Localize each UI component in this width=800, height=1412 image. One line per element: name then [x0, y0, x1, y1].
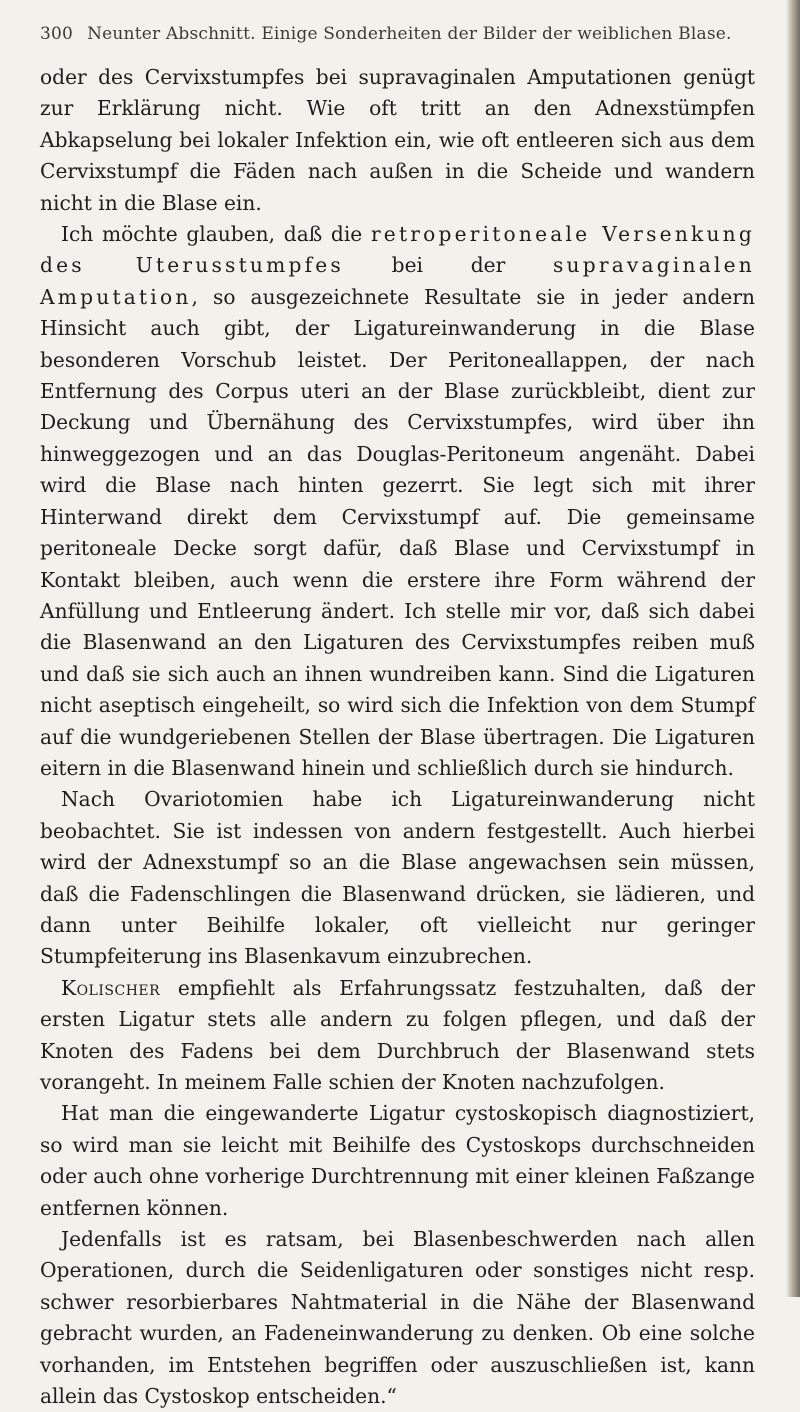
paragraph-2-part-b: bei der — [343, 253, 553, 278]
paragraph-2-part-a: Ich möchte glauben, daß die — [61, 222, 371, 247]
paragraph-3: Nach Ovariotomien habe ich Ligatureinwanderung nicht beobachtet. Sie ist indessen von andern festgestellt. Auch hierbei wird der Adnexstumpf so an die Blase angewachsen sein müssen, daß die Fadenschlingen die Blasenwand drücken, sie lädieren, und dann unter Beihilfe lokaler, oft vielleicht nur geringer Stumpfeiterung ins Blasenkavum einzubrechen. — [40, 787, 755, 969]
author-name-kolischer: Kolischer — [61, 975, 161, 1000]
paragraph-2-part-c: , so ausgezeichnete Resultate sie in jeder andern Hinsicht auch gibt, der Ligatureinwanderung in die Blase besonderen Vorschub leistet. Der Peritoneallappen, der nach Entfernung des Corpus uteri an der Blase zurückbleibt, dient zur Deckung und Übernähung des Cervixstumpfes, wird über ihn hinweggezogen und an das Douglas-Peritoneum angenäht. Dabei wird die Blase nach hinten gezerrt. Sie legt sich mit ihrer Hinterwand direkt dem Cervixstumpf auf. Die gemeinsame peritoneale Decke sorgt dafür, daß Blase und Cervixstumpf in Kontakt bleiben, auch wenn die erstere ihre Form während der Anfüllung und Entleerung ändert. Ich stelle mir vor, daß sich dabei die Blasenwand an den Ligaturen des Cervixstumpfes reiben muß und daß sie sich auch an ihnen wundreiben kann. Sind die Ligaturen nicht aseptisch eingeheilt, so wird sich die Infektion von dem Stumpf auf die wundgeriebenen Stellen der Blase übertragen. Die Ligaturen eitern in die Blasenwand hinein und schließlich durch sie hindurch. — [40, 284, 755, 780]
paragraph-4 — [40, 973, 755, 1099]
page-number: 300 — [40, 24, 74, 44]
paragraph-5: Hat man die eingewanderte Ligatur cystoskopisch diagnostiziert, so wird man sie leicht mit Beihilfe des Cystoskops durchschneiden oder auch ohne vorherige Durchtrennung mit einer kleinen Faßzange entfernen können. — [40, 1101, 755, 1220]
spaced-term-amputation: supravaginalen Amputation — [40, 253, 755, 309]
paragraph-4-rest: empfiehlt als Erfahrungssatz festzuhalten, daß der ersten Ligatur stets alle andern zu folgen pflegen, und daß der Knoten des Fadens bei dem Durchbruch der Blasenwand stets vorangeht. In meinem Falle schien der Knoten nachzufolgen. — [40, 975, 755, 1094]
spaced-term-versenkung: retroperitoneale Versenkung des Uterusstumpfes — [40, 222, 755, 278]
running-header — [40, 24, 780, 44]
paragraph-2 — [40, 219, 755, 784]
body-text — [40, 62, 755, 1412]
book-page — [40, 0, 780, 1409]
running-title: Neunter Abschnitt. Einige Sonderheiten der Bilder der weiblichen Blase. — [87, 24, 732, 44]
paragraph-1: oder des Cervixstumpfes bei supravaginalen Amputationen genügt zur Erklärung nicht. Wie oft tritt an den Adnexstümpfen Abkapselung bei lokaler Infektion ein, wie oft entleeren sich aus dem Cervixstumpf die Fäden nach außen in die Scheide und wandern nicht in die Blase ein. — [40, 65, 755, 215]
paragraph-6: Jedenfalls ist es ratsam, bei Blasenbeschwerden nach allen Operationen, durch die Seidenligaturen oder sonstiges nicht resp. schwer resorbierbares Nahtmaterial in die Nähe der Blasenwand gebracht wurden, an Fadeneinwanderung zu denken. Ob eine solche vorhanden, im Entstehen begriffen oder auszuschließen ist, kann allein das Cystoskop entscheiden.“ — [40, 1227, 755, 1409]
page-edge-shadow — [786, 0, 800, 1297]
